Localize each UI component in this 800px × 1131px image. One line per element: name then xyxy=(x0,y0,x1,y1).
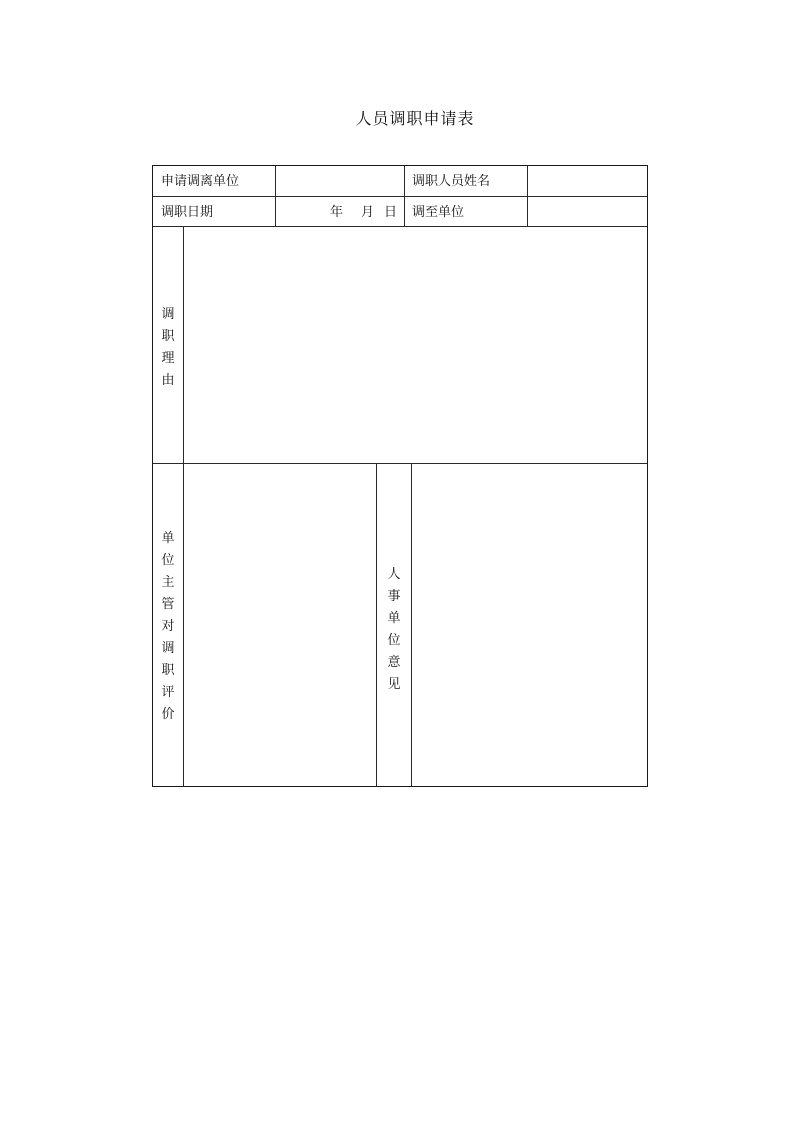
hr-col-left-divider xyxy=(376,463,377,786)
transfer-reason-label xyxy=(160,304,176,392)
year-label: 年 xyxy=(330,205,344,220)
transfer-application-form xyxy=(152,165,648,787)
hr-opinion-field[interactable] xyxy=(412,464,647,786)
col-divider-2 xyxy=(404,166,405,226)
label-char: 见 xyxy=(387,677,401,692)
employee-name-label: 调职人员姓名 xyxy=(412,174,491,189)
label-char: 评 xyxy=(161,685,175,700)
transfer-reason-field[interactable] xyxy=(184,227,647,463)
supervisor-evaluation-label xyxy=(160,528,176,726)
label-char: 位 xyxy=(161,553,175,568)
label-char: 职 xyxy=(161,663,175,678)
label-char: 管 xyxy=(161,597,175,612)
label-char: 价 xyxy=(161,707,175,722)
label-char: 人 xyxy=(387,567,401,582)
label-char: 由 xyxy=(161,373,175,388)
month-label: 月 xyxy=(361,205,375,220)
label-char: 主 xyxy=(161,575,175,590)
target-unit-field[interactable] xyxy=(528,197,647,226)
label-char: 事 xyxy=(387,589,401,604)
apply-unit-field[interactable] xyxy=(276,166,404,196)
apply-unit-label: 申请调离单位 xyxy=(161,174,240,189)
label-char: 理 xyxy=(161,351,175,366)
label-char: 对 xyxy=(161,619,175,634)
transfer-date-label: 调职日期 xyxy=(161,205,214,220)
label-char: 单 xyxy=(161,531,175,546)
employee-name-field[interactable] xyxy=(528,166,647,196)
label-char: 调 xyxy=(161,641,175,656)
transfer-date-field[interactable] xyxy=(276,197,404,226)
label-char: 调 xyxy=(161,307,175,322)
label-char: 意 xyxy=(387,655,401,670)
day-label: 日 xyxy=(384,205,398,220)
label-char: 单 xyxy=(387,611,401,626)
form-title: 人员调职申请表 xyxy=(355,109,475,128)
target-unit-label: 调至单位 xyxy=(412,205,465,220)
label-char: 职 xyxy=(161,329,175,344)
label-char: 位 xyxy=(387,633,401,648)
supervisor-evaluation-field[interactable] xyxy=(184,464,376,786)
hr-opinion-label xyxy=(386,564,402,696)
